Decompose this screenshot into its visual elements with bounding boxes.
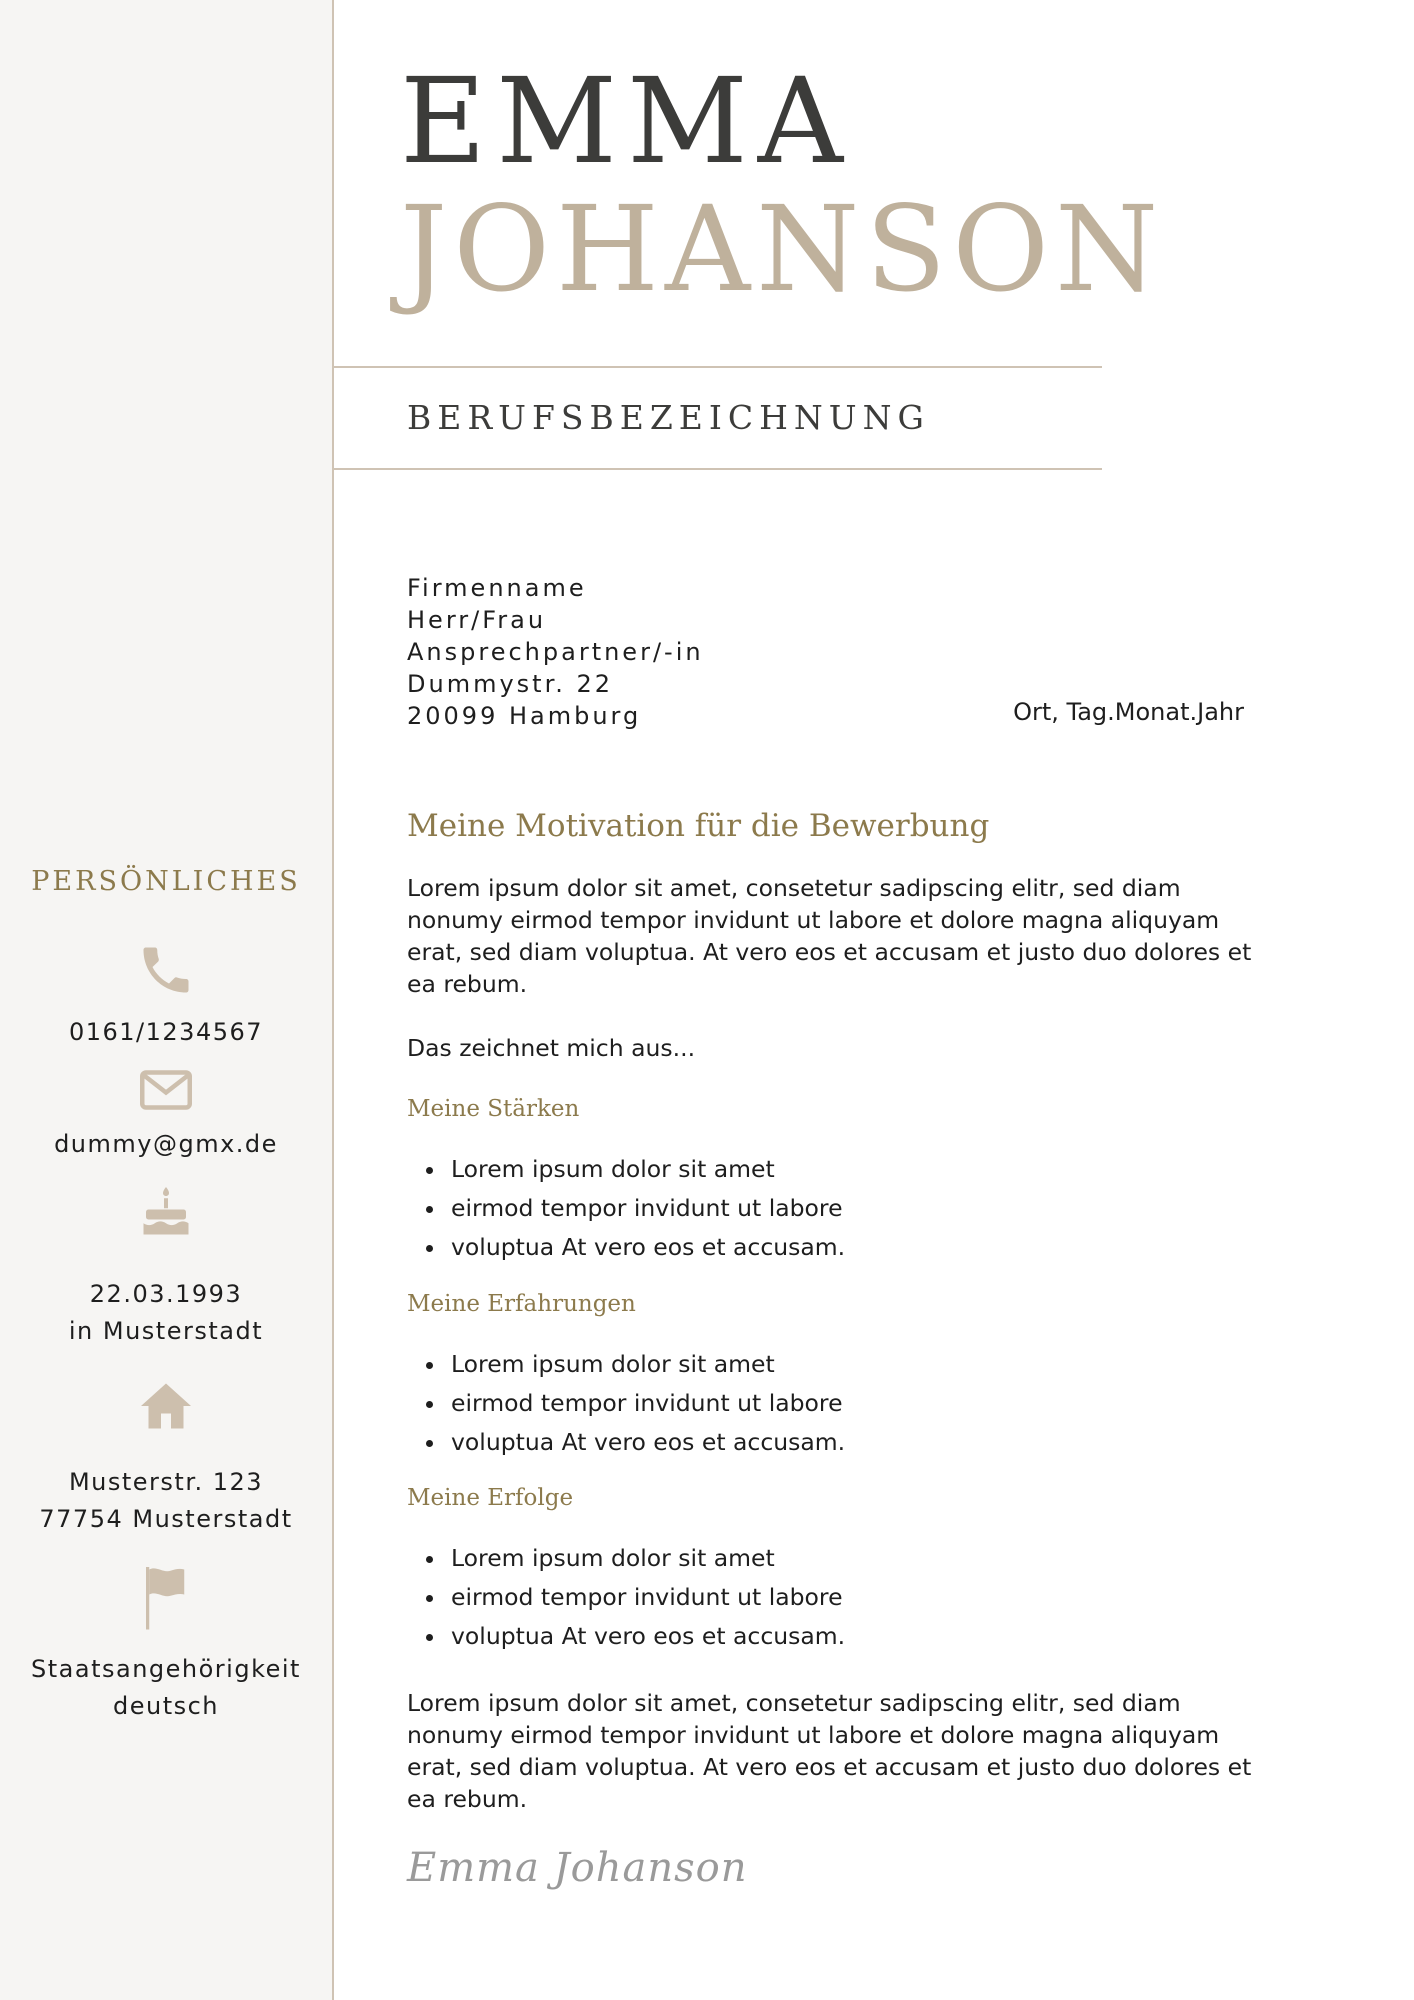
list-item: • eirmod tempor invidunt ut labore	[447, 1578, 845, 1617]
recipient-street: Dummystr. 22	[407, 670, 614, 698]
recipient-salutation: Herr/Frau	[407, 606, 547, 634]
email-address: dummy@gmx.de	[54, 1130, 278, 1158]
sidebar-divider	[332, 0, 334, 2000]
list-item: • voluptua At vero eos et accusam.	[447, 1617, 845, 1656]
address-city: 77754 Musterstadt	[39, 1505, 293, 1533]
flag-icon	[136, 1562, 196, 1632]
closing-paragraph: Lorem ipsum dolor sit amet, consetetur sadipscing elitr, sed diam nonumy eirmod tempor invidunt ut labore et dolore magna aliquyam erat, sed diam voluptua. At vero eos et accusam et justo duo dolores et ea rebum.	[407, 1689, 1252, 1813]
intro-paragraph: Lorem ipsum dolor sit amet, consetetur sadipscing elitr, sed diam nonumy eirmod tempor invidunt ut labore et dolore magna aliquyam erat, sed diam voluptua. At vero eos et accusam et justo duo dolores et ea rebum.	[407, 874, 1252, 998]
birth-place: in Musterstadt	[68, 1317, 264, 1345]
job-title: BERUFSBEZEICHNUNG	[407, 398, 930, 437]
home-icon	[136, 1376, 196, 1436]
section-title-erfahrungen: Meine Erfahrungen	[407, 1291, 636, 1317]
nationality-value: deutsch	[112, 1692, 220, 1720]
phone-icon	[136, 940, 196, 1000]
list-item: • Lorem ipsum dolor sit amet	[447, 1345, 845, 1384]
header-rule-top	[334, 366, 1102, 368]
letter-heading: Meine Motivation für die Bewerbung	[407, 808, 990, 844]
signature: Emma Johanson	[407, 1845, 748, 1891]
birth-date: 22.03.1993	[89, 1280, 243, 1308]
recipient-address	[407, 572, 704, 732]
recipient-company: Firmenname	[407, 574, 587, 602]
birthday-cake-icon	[136, 1182, 196, 1242]
header-rule-bottom	[334, 468, 1102, 470]
list-erfahrungen	[407, 1345, 845, 1462]
list-item: • eirmod tempor invidunt ut labore	[447, 1189, 845, 1228]
mail-icon	[136, 1060, 196, 1120]
first-name: EMMA	[400, 52, 853, 190]
section-title-staerken: Meine Stärken	[407, 1096, 580, 1122]
lead-text: Das zeichnet mich aus...	[407, 1034, 696, 1062]
list-item: • voluptua At vero eos et accusam.	[447, 1228, 845, 1267]
list-item: • Lorem ipsum dolor sit amet	[447, 1539, 845, 1578]
letter-date: Ort, Tag.Monat.Jahr	[1013, 698, 1244, 726]
list-erfolge	[407, 1539, 845, 1656]
list-item: • Lorem ipsum dolor sit amet	[447, 1150, 845, 1189]
personal-heading: PERSÖNLICHES	[31, 866, 301, 897]
recipient-city: 20099 Hamburg	[407, 702, 642, 730]
list-staerken	[407, 1150, 845, 1267]
last-name: JOHANSON	[400, 180, 1165, 318]
section-title-erfolge: Meine Erfolge	[407, 1485, 574, 1511]
list-item: • eirmod tempor invidunt ut labore	[447, 1384, 845, 1423]
recipient-contact: Ansprechpartner/-in	[407, 638, 704, 666]
list-item: • voluptua At vero eos et accusam.	[447, 1423, 845, 1462]
phone-number: 0161/1234567	[68, 1018, 264, 1046]
address-street: Musterstr. 123	[68, 1468, 264, 1496]
nationality-label: Staatsangehörigkeit	[31, 1655, 301, 1683]
